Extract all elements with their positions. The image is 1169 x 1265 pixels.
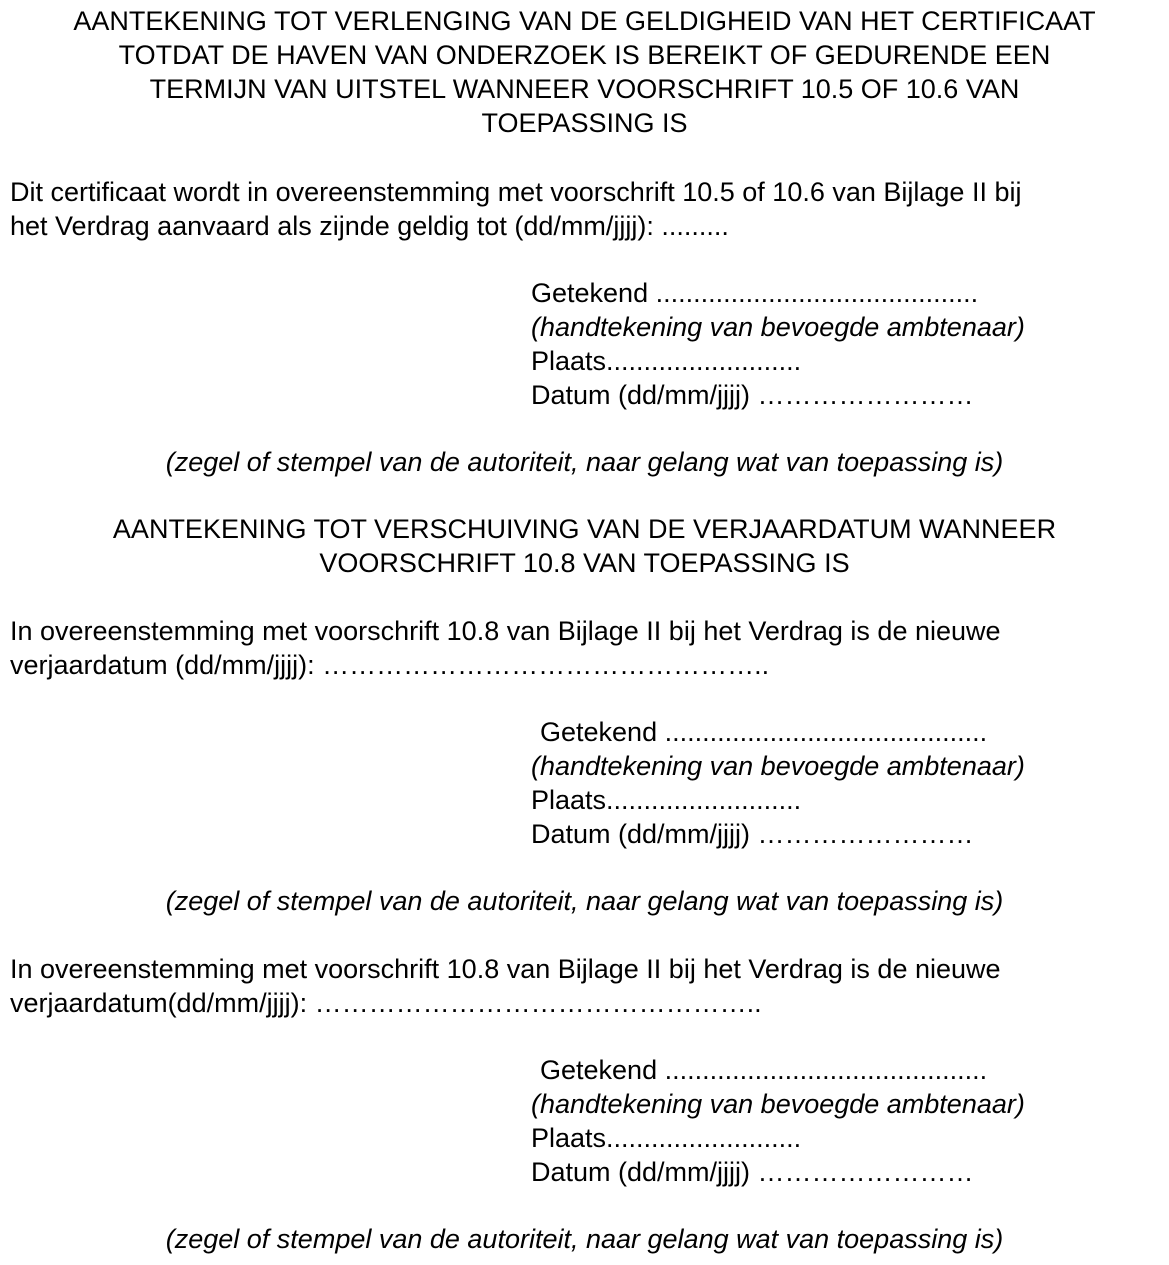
signature-block bbox=[531, 715, 1151, 851]
signature-note: (handtekening van bevoegde ambtenaar) bbox=[531, 312, 1025, 342]
anniversary-paragraph-2 bbox=[10, 952, 1160, 1020]
paragraph-line: Dit certificaat wordt in overeenstemming met voorschrift 10.5 of 10.6 van Bijlage II bij bbox=[10, 177, 1022, 207]
paragraph-line: In overeenstemming met voorschrift 10.8 van Bijlage II bij het Verdrag is de nieuwe bbox=[10, 616, 1001, 646]
paragraph-line: verjaardatum (dd/mm/jjjj): ………………………………………….. bbox=[10, 650, 770, 680]
signature-block bbox=[531, 276, 1151, 412]
place-field: Plaats.......................... bbox=[531, 346, 802, 376]
anniversary-paragraph-1 bbox=[10, 614, 1160, 682]
date-field: Datum (dd/mm/jjjj) …………………… bbox=[531, 1157, 974, 1187]
heading-line: VOORSCHRIFT 10.8 VAN TOEPASSING IS bbox=[319, 548, 850, 578]
heading-line: TERMIJN VAN UITSTEL WANNEER VOORSCHRIFT 10.5 OF 10.6 VAN bbox=[149, 74, 1020, 104]
heading-line: TOTDAT DE HAVEN VAN ONDERZOEK IS BEREIKT OF GEDURENDE EEN bbox=[118, 40, 1051, 70]
date-field: Datum (dd/mm/jjjj) …………………… bbox=[531, 380, 974, 410]
heading-line: AANTEKENING TOT VERLENGING VAN DE GELDIGHEID VAN HET CERTIFICAAT bbox=[73, 6, 1096, 36]
signed-field: Getekend ........................................... bbox=[531, 278, 979, 308]
signature-note: (handtekening van bevoegde ambtenaar) bbox=[531, 1089, 1025, 1119]
place-field: Plaats.......................... bbox=[531, 785, 802, 815]
heading-line: TOEPASSING IS bbox=[481, 108, 688, 138]
signature-note: (handtekening van bevoegde ambtenaar) bbox=[531, 751, 1025, 781]
paragraph-line: het Verdrag aanvaard als zijnde geldig tot (dd/mm/jjjj): ......... bbox=[10, 211, 729, 241]
paragraph-line: In overeenstemming met voorschrift 10.8 van Bijlage II bij het Verdrag is de nieuwe bbox=[10, 954, 1001, 984]
signed-field: Getekend ........................................... bbox=[540, 1055, 988, 1085]
seal-note: (zegel of stempel van de autoriteit, naar gelang wat van toepassing is) bbox=[165, 1224, 1004, 1254]
paragraph-line: verjaardatum(dd/mm/jjjj): ………………………………………….. bbox=[10, 988, 762, 1018]
place-field: Plaats.......................... bbox=[531, 1123, 802, 1153]
date-field: Datum (dd/mm/jjjj) …………………… bbox=[531, 819, 974, 849]
heading-line: AANTEKENING TOT VERSCHUIVING VAN DE VERJAARDATUM WANNEER bbox=[112, 514, 1057, 544]
extension-heading bbox=[0, 4, 1169, 140]
signed-field: Getekend ........................................... bbox=[540, 717, 988, 747]
extension-paragraph bbox=[10, 175, 1160, 243]
seal-note: (zegel of stempel van de autoriteit, naar gelang wat van toepassing is) bbox=[165, 447, 1004, 477]
seal-note: (zegel of stempel van de autoriteit, naar gelang wat van toepassing is) bbox=[165, 886, 1004, 916]
anniversary-heading bbox=[0, 512, 1169, 580]
signature-block bbox=[531, 1053, 1151, 1189]
